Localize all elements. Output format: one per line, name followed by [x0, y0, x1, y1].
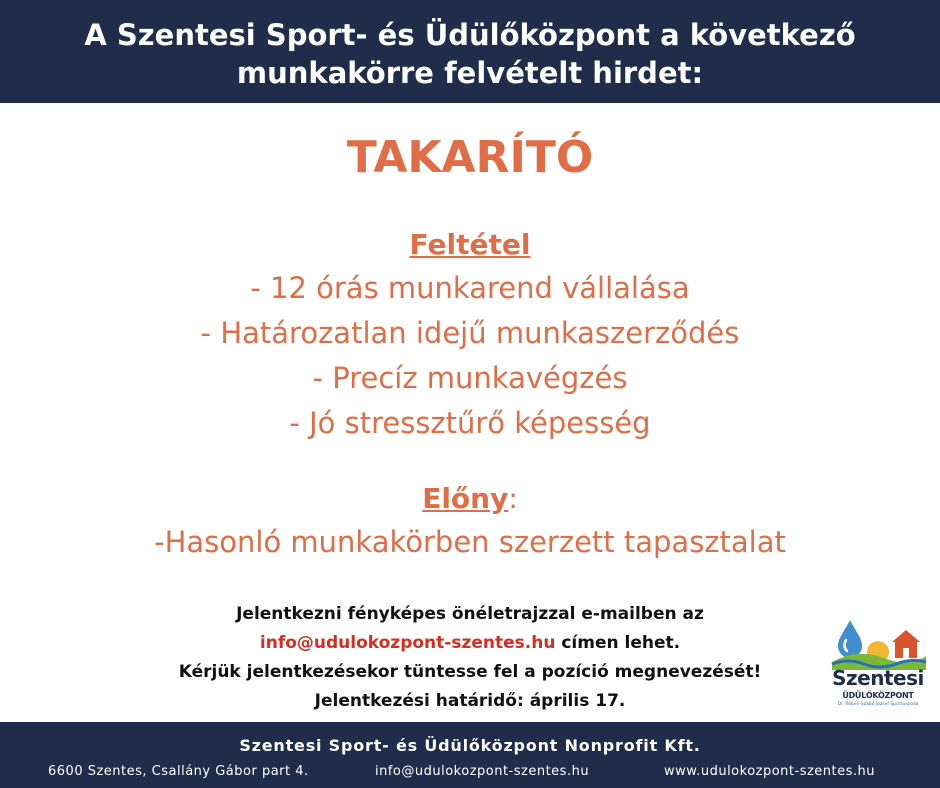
footer-address: 6600 Szentes, Csallány Gábor part 4. — [48, 764, 309, 779]
requirements-heading — [0, 228, 940, 262]
job-title: TAKARÍTÓ — [346, 132, 594, 183]
apply-line-1: Jelentkezni fényképes önéletrajzzal e-mailben az — [236, 604, 704, 624]
footer-email-link[interactable]: info@udulokozpont-szentes.hu — [375, 764, 590, 779]
requirement-item: - Jó stressztűrő képesség — [289, 406, 651, 440]
apply-line-3: Kérjük jelentkezésekor tüntesse fel a pozíció megnevezését! — [178, 662, 762, 682]
header-line-2: munkakörre felvételt hirdet: — [236, 56, 704, 90]
header-banner — [0, 0, 940, 103]
logo-graphic-icon — [828, 618, 928, 670]
requirements-list — [0, 266, 940, 446]
logo-subtitle: ÜDÜLŐKÖZPONT — [842, 691, 914, 700]
apply-line-2-suffix: címen lehet. — [555, 633, 681, 653]
footer-bar — [0, 722, 940, 788]
advantage-item: -Hasonló munkakörben szerzett tapasztalat — [154, 525, 786, 559]
requirement-item: - Precíz munkavégzés — [312, 361, 628, 395]
apply-email-link[interactable]: info@udulokozpont-szentes.hu — [259, 633, 556, 653]
footer-website-link[interactable]: www.udulokozpont-szentes.hu — [664, 764, 876, 779]
requirements-heading-text: Feltétel — [409, 228, 531, 261]
apply-line-2 — [0, 629, 940, 658]
application-info — [0, 600, 940, 716]
footer-company-name: Szentesi Sport- és Üdülőközpont Nonprofit Kft. — [239, 736, 701, 755]
advantage-heading — [0, 482, 940, 516]
header-line-1: A Szentesi Sport- és Üdülőközpont a következő — [84, 18, 856, 52]
footer-contacts — [0, 764, 940, 784]
logo-wordmark: Szentesi — [832, 666, 924, 690]
company-logo — [828, 618, 928, 718]
advantage-heading-colon: : — [508, 482, 518, 515]
advantage-heading-text: Előny — [422, 482, 509, 515]
requirement-item: - 12 órás munkarend vállalása — [250, 271, 690, 305]
requirement-item: - Határozatlan idejű munkaszerződés — [200, 316, 740, 350]
apply-deadline: Jelentkezési határidő: április 17. — [314, 691, 626, 711]
logo-tagline: Dr. Rébeli-Szabó József Sportuszoda — [837, 702, 919, 707]
